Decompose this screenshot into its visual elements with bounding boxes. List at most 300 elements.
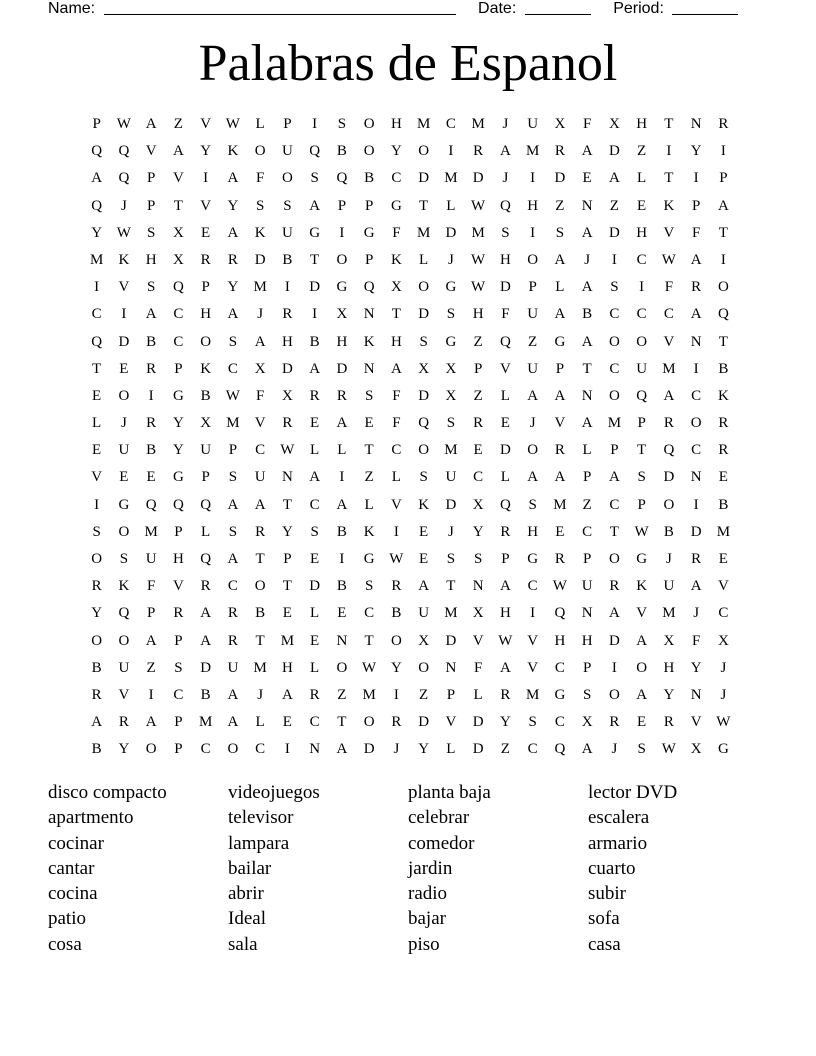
grid-letter[interactable]: A (227, 714, 239, 731)
grid-letter[interactable]: I (611, 251, 617, 268)
grid-letter[interactable]: R (473, 143, 484, 160)
grid-letter[interactable]: S (174, 659, 183, 676)
grid-letter[interactable]: A (336, 741, 348, 758)
grid-letter[interactable]: Y (200, 143, 212, 160)
grid-letter[interactable]: A (554, 306, 566, 323)
grid-letter[interactable]: J (120, 197, 127, 214)
grid-letter[interactable]: D (118, 333, 130, 350)
grid-letter[interactable]: O (91, 632, 103, 649)
grid-letter[interactable]: S (501, 224, 510, 241)
grid-letter[interactable]: Q (145, 496, 157, 513)
grid-letter[interactable]: L (364, 496, 374, 513)
grid-letter[interactable]: Z (582, 496, 592, 513)
grid-letter[interactable]: A (527, 387, 539, 404)
grid-letter[interactable]: P (610, 442, 619, 459)
grid-letter[interactable]: Z (500, 741, 510, 758)
grid-letter[interactable]: B (336, 523, 347, 540)
grid-letter[interactable]: Y (281, 523, 293, 540)
grid-letter[interactable]: L (92, 415, 102, 432)
grid-letter[interactable]: A (608, 170, 620, 187)
grid-letter[interactable]: F (255, 170, 265, 187)
grid-letter[interactable]: S (610, 279, 619, 296)
grid-letter[interactable]: C (173, 333, 184, 350)
grid-letter[interactable]: Z (555, 197, 565, 214)
grid-letter[interactable]: C (718, 605, 729, 622)
grid-letter[interactable]: H (527, 197, 539, 214)
grid-letter[interactable]: R (200, 578, 211, 595)
grid-letter[interactable]: L (446, 741, 456, 758)
grid-letter[interactable]: I (339, 224, 345, 241)
grid-letter[interactable]: W (498, 632, 513, 649)
grid-letter[interactable]: R (255, 523, 266, 540)
grid-letter[interactable]: E (282, 714, 292, 731)
grid-letter[interactable]: X (418, 360, 430, 377)
grid-letter[interactable]: V (118, 279, 130, 296)
grid-letter[interactable]: F (255, 387, 265, 404)
grid-letter[interactable]: A (145, 306, 157, 323)
grid-letter[interactable]: I (284, 279, 290, 296)
grid-letter[interactable]: G (554, 333, 566, 350)
grid-letter[interactable]: A (91, 714, 103, 731)
grid-letter[interactable]: I (611, 659, 617, 676)
grid-letter[interactable]: S (146, 279, 156, 296)
grid-letter[interactable]: X (254, 360, 266, 377)
grid-letter[interactable]: H (281, 333, 293, 350)
grid-letter[interactable]: Y (227, 197, 239, 214)
grid-letter[interactable]: D (499, 442, 511, 459)
grid-letter[interactable]: G (636, 551, 648, 567)
grid-letter[interactable]: O (363, 714, 375, 731)
grid-letter[interactable]: X (281, 387, 293, 404)
grid-letter[interactable]: P (473, 360, 483, 377)
grid-letter[interactable]: X (472, 605, 484, 622)
grid-letter[interactable]: A (309, 469, 321, 486)
grid-letter[interactable]: D (336, 360, 348, 377)
grid-letter[interactable]: B (391, 605, 402, 622)
grid-letter[interactable]: L (255, 714, 265, 731)
grid-letter[interactable]: N (581, 197, 593, 214)
grid-letter[interactable]: J (720, 686, 727, 703)
grid-letter[interactable]: X (336, 306, 348, 323)
grid-letter[interactable]: G (172, 469, 184, 486)
grid-letter[interactable]: C (227, 578, 238, 595)
grid-letter[interactable]: L (582, 442, 592, 459)
grid-letter[interactable]: V (527, 659, 539, 676)
grid-letter[interactable]: X (390, 279, 402, 296)
grid-letter[interactable]: M (444, 170, 458, 187)
grid-letter[interactable]: M (416, 224, 431, 241)
grid-letter[interactable]: P (501, 551, 510, 567)
grid-letter[interactable]: D (608, 143, 620, 160)
grid-letter[interactable]: Z (419, 686, 429, 703)
grid-letter[interactable]: O (227, 741, 239, 758)
grid-letter[interactable]: C (309, 496, 320, 513)
grid-letter[interactable]: P (528, 279, 537, 296)
grid-letter[interactable]: P (92, 116, 101, 132)
grid-letter[interactable]: Q (118, 605, 130, 622)
grid-letter[interactable]: Z (337, 686, 347, 703)
grid-letter[interactable]: K (363, 523, 375, 540)
grid-letter[interactable]: P (637, 415, 646, 432)
grid-letter[interactable]: F (146, 578, 156, 595)
grid-letter[interactable]: Q (200, 496, 212, 513)
name-blank[interactable] (104, 0, 456, 15)
grid-letter[interactable]: M (362, 686, 376, 703)
grid-letter[interactable]: S (228, 333, 238, 350)
grid-letter[interactable]: B (309, 333, 320, 350)
grid-letter[interactable]: E (419, 551, 429, 567)
grid-letter[interactable]: O (636, 333, 648, 350)
grid-letter[interactable]: U (527, 306, 539, 323)
grid-letter[interactable]: D (418, 714, 430, 731)
grid-letter[interactable]: B (146, 333, 157, 350)
grid-letter[interactable]: S (473, 551, 483, 567)
grid-letter[interactable]: A (663, 387, 675, 404)
grid-letter[interactable]: M (607, 415, 622, 432)
grid-letter[interactable]: T (282, 578, 292, 595)
grid-letter[interactable]: G (336, 279, 348, 296)
grid-letter[interactable]: G (445, 333, 457, 350)
grid-letter[interactable]: B (663, 523, 674, 540)
grid-letter[interactable]: Y (418, 741, 430, 758)
grid-letter[interactable]: E (637, 197, 647, 214)
grid-letter[interactable]: Z (473, 333, 483, 350)
grid-letter[interactable]: O (608, 333, 620, 350)
grid-letter[interactable]: L (391, 469, 401, 486)
grid-letter[interactable]: F (392, 224, 401, 241)
grid-letter[interactable]: R (91, 686, 102, 703)
grid-letter[interactable]: V (145, 143, 157, 160)
grid-letter[interactable]: A (336, 496, 348, 513)
grid-letter[interactable]: V (636, 605, 648, 622)
grid-letter[interactable]: N (445, 659, 457, 676)
grid-letter[interactable]: A (690, 251, 702, 268)
grid-letter[interactable]: F (392, 415, 401, 432)
grid-letter[interactable]: R (609, 714, 620, 731)
grid-letter[interactable]: G (445, 279, 457, 296)
grid-letter[interactable]: P (146, 170, 156, 187)
grid-letter[interactable]: D (418, 170, 430, 187)
grid-letter[interactable]: I (530, 605, 536, 622)
grid-letter[interactable]: R (554, 551, 565, 567)
grid-letter[interactable]: T (664, 170, 674, 187)
grid-letter[interactable]: S (255, 197, 265, 214)
grid-letter[interactable]: C (173, 306, 184, 323)
grid-letter[interactable]: S (364, 578, 374, 595)
grid-letter[interactable]: U (281, 143, 293, 160)
grid-letter[interactable]: A (581, 415, 593, 432)
grid-letter[interactable]: R (391, 714, 402, 731)
grid-letter[interactable]: P (174, 714, 183, 731)
grid-letter[interactable]: Q (172, 496, 184, 513)
grid-letter[interactable]: O (336, 659, 348, 676)
grid-letter[interactable]: J (447, 523, 454, 540)
grid-letter[interactable]: P (146, 197, 156, 214)
grid-letter[interactable]: X (418, 632, 430, 649)
grid-letter[interactable]: E (500, 415, 510, 432)
grid-letter[interactable]: I (666, 143, 672, 160)
grid-letter[interactable]: Y (172, 415, 184, 432)
grid-letter[interactable]: L (255, 116, 265, 132)
grid-letter[interactable]: I (530, 170, 536, 187)
grid-letter[interactable]: C (91, 306, 102, 323)
grid-letter[interactable]: B (582, 306, 593, 323)
grid-letter[interactable]: P (201, 279, 210, 296)
grid-letter[interactable]: R (146, 360, 157, 377)
grid-letter[interactable]: Q (200, 551, 212, 567)
grid-letter[interactable]: E (92, 387, 102, 404)
grid-letter[interactable]: R (391, 578, 402, 595)
grid-letter[interactable]: P (582, 469, 592, 486)
grid-letter[interactable]: Q (118, 143, 130, 160)
grid-letter[interactable]: U (254, 469, 266, 486)
grid-letter[interactable]: D (663, 469, 675, 486)
grid-letter[interactable]: Q (554, 741, 566, 758)
grid-letter[interactable]: A (145, 714, 157, 731)
grid-letter[interactable]: R (663, 714, 674, 731)
grid-letter[interactable]: N (690, 333, 702, 350)
grid-letter[interactable]: I (121, 306, 127, 323)
grid-letter[interactable]: A (554, 387, 566, 404)
grid-letter[interactable]: P (582, 551, 592, 567)
grid-letter[interactable]: G (363, 224, 375, 241)
grid-letter[interactable]: A (145, 632, 157, 649)
grid-letter[interactable]: M (444, 442, 458, 459)
date-blank[interactable] (525, 0, 591, 15)
grid-letter[interactable]: R (718, 415, 729, 432)
grid-letter[interactable]: A (690, 306, 702, 323)
grid-letter[interactable]: V (663, 224, 675, 241)
grid-letter[interactable]: U (281, 224, 293, 241)
grid-letter[interactable]: I (148, 686, 154, 703)
grid-letter[interactable]: P (582, 659, 592, 676)
grid-letter[interactable]: M (444, 605, 458, 622)
grid-letter[interactable]: B (336, 578, 347, 595)
grid-letter[interactable]: A (309, 197, 321, 214)
grid-letter[interactable]: A (527, 469, 539, 486)
grid-letter[interactable]: U (118, 659, 130, 676)
grid-letter[interactable]: P (364, 197, 374, 214)
grid-letter[interactable]: U (527, 360, 539, 377)
grid-letter[interactable]: C (582, 523, 593, 540)
grid-letter[interactable]: C (554, 714, 565, 731)
grid-letter[interactable]: O (91, 551, 103, 567)
grid-letter[interactable]: S (637, 469, 646, 486)
grid-letter[interactable]: Q (499, 197, 511, 214)
grid-letter[interactable]: Y (499, 714, 511, 731)
grid-letter[interactable]: E (364, 415, 374, 432)
grid-letter[interactable]: P (719, 170, 728, 187)
grid-letter[interactable]: C (691, 387, 702, 404)
grid-letter[interactable]: H (336, 333, 348, 350)
grid-letter[interactable]: E (92, 442, 102, 459)
grid-letter[interactable]: T (364, 442, 374, 459)
grid-letter[interactable]: X (472, 496, 484, 513)
grid-letter[interactable]: A (227, 551, 239, 567)
grid-letter[interactable]: R (336, 387, 347, 404)
grid-letter[interactable]: A (227, 170, 239, 187)
grid-letter[interactable]: V (445, 714, 457, 731)
grid-letter[interactable]: B (146, 442, 157, 459)
grid-letter[interactable]: M (253, 279, 267, 296)
grid-letter[interactable]: O (336, 251, 348, 268)
grid-letter[interactable]: P (691, 197, 701, 214)
grid-letter[interactable]: D (281, 360, 293, 377)
grid-letter[interactable]: O (118, 632, 130, 649)
grid-letter[interactable]: A (200, 632, 212, 649)
grid-letter[interactable]: C (255, 741, 266, 758)
grid-letter[interactable]: E (282, 605, 292, 622)
grid-letter[interactable]: D (499, 279, 511, 296)
grid-letter[interactable]: E (473, 442, 483, 459)
grid-letter[interactable]: Y (663, 686, 675, 703)
grid-letter[interactable]: A (200, 605, 212, 622)
grid-letter[interactable]: A (227, 496, 239, 513)
grid-letter[interactable]: Y (91, 605, 103, 622)
grid-letter[interactable]: Z (609, 197, 619, 214)
grid-letter[interactable]: T (391, 306, 401, 323)
grid-letter[interactable]: B (200, 387, 211, 404)
grid-letter[interactable]: S (228, 469, 238, 486)
grid-letter[interactable]: Q (91, 143, 103, 160)
grid-letter[interactable]: F (392, 387, 401, 404)
grid-letter[interactable]: U (200, 442, 212, 459)
grid-letter[interactable]: S (283, 197, 292, 214)
grid-letter[interactable]: P (174, 741, 183, 758)
grid-letter[interactable]: S (528, 714, 537, 731)
grid-letter[interactable]: O (636, 659, 648, 676)
grid-letter[interactable]: A (390, 360, 402, 377)
grid-letter[interactable]: L (310, 605, 320, 622)
grid-letter[interactable]: K (663, 197, 675, 214)
grid-letter[interactable]: E (637, 714, 647, 731)
grid-letter[interactable]: E (310, 551, 320, 567)
grid-letter[interactable]: Y (91, 224, 103, 241)
grid-letter[interactable]: P (174, 632, 183, 649)
grid-letter[interactable]: R (227, 632, 238, 649)
grid-letter[interactable]: E (119, 360, 129, 377)
grid-letter[interactable]: T (419, 197, 429, 214)
grid-letter[interactable]: S (637, 741, 646, 758)
grid-letter[interactable]: A (608, 469, 620, 486)
grid-letter[interactable]: V (172, 170, 184, 187)
grid-letter[interactable]: H (554, 632, 566, 649)
grid-letter[interactable]: R (691, 279, 702, 296)
grid-letter[interactable]: C (691, 442, 702, 459)
grid-letter[interactable]: K (717, 387, 729, 404)
grid-letter[interactable]: H (663, 659, 675, 676)
grid-letter[interactable]: R (663, 415, 674, 432)
grid-letter[interactable]: A (254, 496, 266, 513)
grid-letter[interactable]: C (364, 605, 375, 622)
grid-letter[interactable]: T (282, 496, 292, 513)
grid-letter[interactable]: W (389, 551, 404, 567)
grid-letter[interactable]: F (691, 632, 701, 649)
grid-letter[interactable]: R (118, 714, 129, 731)
grid-letter[interactable]: W (225, 116, 240, 132)
grid-letter[interactable]: O (527, 251, 539, 268)
grid-letter[interactable]: N (363, 360, 375, 377)
grid-letter[interactable]: A (499, 659, 511, 676)
grid-letter[interactable]: I (94, 279, 100, 296)
grid-letter[interactable]: J (529, 415, 536, 432)
grid-letter[interactable]: M (226, 415, 240, 432)
grid-letter[interactable]: S (119, 551, 129, 567)
grid-letter[interactable]: O (418, 659, 430, 676)
grid-letter[interactable]: C (663, 306, 674, 323)
grid-letter[interactable]: C (445, 116, 456, 132)
grid-letter[interactable]: W (552, 578, 567, 595)
grid-letter[interactable]: G (363, 551, 375, 567)
grid-letter[interactable]: T (173, 197, 183, 214)
grid-letter[interactable]: J (257, 686, 264, 703)
grid-letter[interactable]: U (636, 360, 648, 377)
grid-letter[interactable]: O (608, 551, 620, 567)
grid-letter[interactable]: O (363, 143, 375, 160)
grid-letter[interactable]: V (254, 415, 266, 432)
grid-letter[interactable]: W (716, 714, 731, 731)
grid-letter[interactable]: O (418, 143, 430, 160)
grid-letter[interactable]: I (393, 523, 399, 540)
grid-letter[interactable]: M (525, 686, 540, 703)
grid-letter[interactable]: P (446, 686, 456, 703)
grid-letter[interactable]: S (310, 523, 319, 540)
grid-letter[interactable]: A (690, 578, 702, 595)
grid-letter[interactable]: L (446, 197, 456, 214)
grid-letter[interactable]: X (717, 632, 729, 649)
grid-letter[interactable]: Q (418, 415, 430, 432)
grid-letter[interactable]: J (393, 741, 400, 758)
grid-letter[interactable]: N (690, 116, 702, 132)
grid-letter[interactable]: U (145, 551, 157, 567)
grid-letter[interactable]: S (528, 496, 537, 513)
grid-letter[interactable]: A (636, 686, 648, 703)
grid-letter[interactable]: R (500, 686, 511, 703)
grid-letter[interactable]: B (282, 251, 293, 268)
grid-letter[interactable]: C (527, 741, 538, 758)
grid-letter[interactable]: E (718, 551, 728, 567)
grid-letter[interactable]: V (390, 496, 402, 513)
grid-letter[interactable]: X (445, 360, 457, 377)
grid-letter[interactable]: D (309, 578, 321, 595)
grid-letter[interactable]: O (608, 387, 620, 404)
grid-letter[interactable]: U (418, 605, 430, 622)
grid-letter[interactable]: B (91, 659, 102, 676)
grid-letter[interactable]: R (554, 143, 565, 160)
grid-letter[interactable]: P (228, 442, 238, 459)
grid-letter[interactable]: T (582, 360, 592, 377)
grid-letter[interactable]: X (608, 116, 620, 132)
grid-letter[interactable]: O (254, 578, 266, 595)
grid-letter[interactable]: E (119, 469, 129, 486)
grid-letter[interactable]: H (472, 306, 484, 323)
grid-letter[interactable]: P (174, 360, 183, 377)
grid-letter[interactable]: B (364, 170, 375, 187)
grid-letter[interactable]: A (254, 333, 266, 350)
grid-letter[interactable]: O (118, 387, 130, 404)
grid-letter[interactable]: A (608, 605, 620, 622)
grid-letter[interactable]: R (227, 605, 238, 622)
grid-letter[interactable]: Z (473, 387, 483, 404)
grid-letter[interactable]: A (91, 170, 103, 187)
grid-letter[interactable]: I (203, 170, 209, 187)
grid-letter[interactable]: A (281, 686, 293, 703)
grid-letter[interactable]: T (255, 551, 265, 567)
grid-letter[interactable]: D (472, 741, 484, 758)
grid-letter[interactable]: P (283, 551, 292, 567)
grid-letter[interactable]: M (471, 116, 485, 132)
grid-letter[interactable]: P (637, 496, 646, 513)
